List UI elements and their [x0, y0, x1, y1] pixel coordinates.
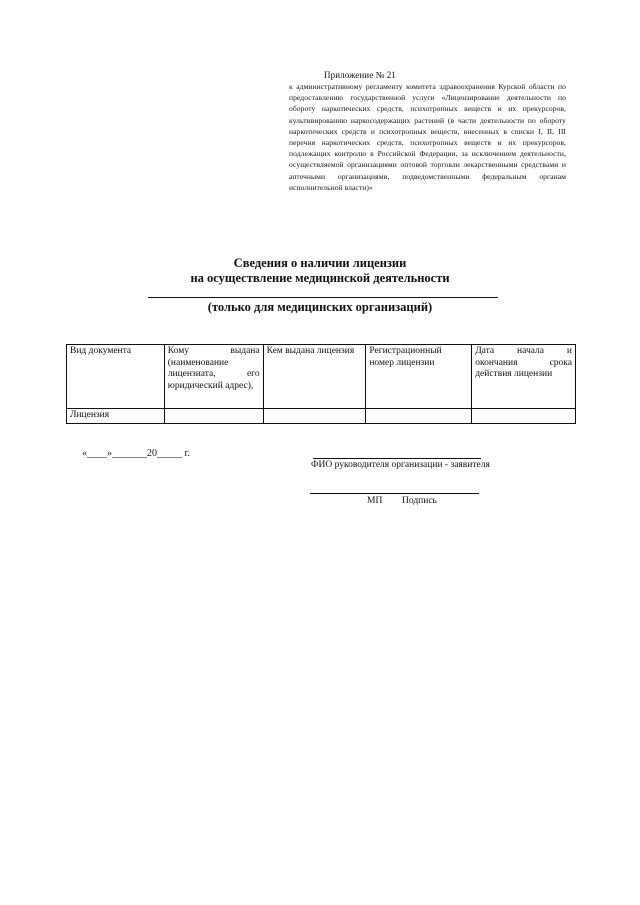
cell-issued-to — [164, 409, 263, 424]
table-row — [67, 409, 576, 424]
stamp-label: МП — [367, 496, 383, 506]
signature-label: Подпись — [402, 496, 437, 506]
document-heading-line-2: на осуществление медицинской деятельности — [190, 271, 450, 285]
date-field: «____»_______20_____ г. — [82, 448, 190, 459]
document-heading-line-1: Сведения о наличии лицензии — [233, 256, 407, 270]
document-subtitle: (только для медицинских организаций) — [207, 300, 433, 314]
cell-validity-dates — [472, 409, 576, 424]
license-table — [66, 344, 576, 424]
annex-description: к административному регламенту комитета здравоохранения Курской области по предоставлению государственной услуги «Лицензирование деятельности по обороту наркотических средств, психотропных веществ и их прекурсоров, культивированию наркосодержащих растений (в части деятельности по обороту наркотических средств и психотропных веществ, внесенных в списки I, II, III перечня наркотических средств, психотропных веществ и их прекурсоров, подлежащих контролю в Российской Федерации, за исключением деятельности, осуществляемой организациями оптовой торговли лекарственными средствами и аптечными организациями, подведомственными федеральным органам исполнительной власти)» — [289, 82, 566, 192]
header-document-type: Вид документа — [67, 345, 165, 409]
cell-registration-number — [366, 409, 472, 424]
annex-title: Приложение № 21 — [324, 70, 396, 80]
header-registration-number: Регистрационный номер лицензии — [366, 345, 472, 409]
header-validity-dates: Дата начала и окончания срока действия лицензии — [472, 345, 576, 409]
table-header-row — [67, 345, 576, 409]
cell-document-type: Лицензия — [67, 409, 165, 424]
fio-label: ФИО руководителя организации - заявителя — [311, 460, 490, 470]
heading-underline — [148, 297, 498, 298]
header-issued-to: Кому выдана (наименование лицензиата, его юридический адрес), — [164, 345, 263, 409]
header-issued-by: Кем выдана лицензия — [263, 345, 366, 409]
fio-signature-line — [313, 458, 481, 459]
cell-issued-by — [263, 409, 366, 424]
signature-line — [310, 493, 479, 494]
